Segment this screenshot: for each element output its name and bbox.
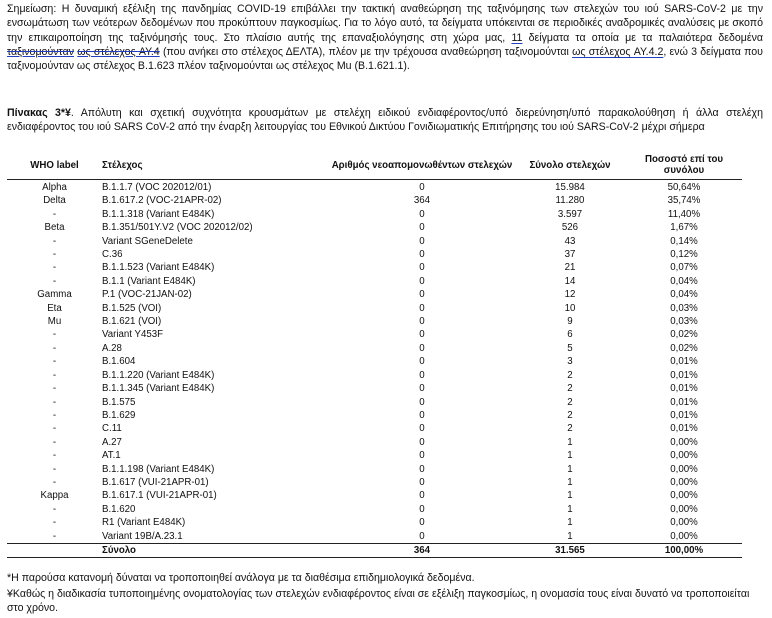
footnote-1: *Η παρούσα κατανομή δύναται να τροποποιηθεί ανάλογα με τα διαθέσιμα επιδημιολογικά δεδομένα. [7, 572, 475, 584]
cell-percent: 0,00% [670, 530, 698, 542]
cell-new: 0 [419, 302, 425, 314]
cell-percent: 11,40% [667, 208, 701, 220]
cell-percent: 0,01% [670, 383, 698, 395]
cell-new: 0 [419, 222, 425, 234]
table-row [7, 248, 742, 261]
cell-total: 3 [567, 356, 573, 368]
header-new: Αριθμός νεοαπομονωθέντων στελεχών [330, 152, 514, 180]
cell-new: 0 [419, 342, 425, 354]
cell-new: 0 [419, 503, 425, 515]
cell-who-label: - [52, 356, 57, 368]
table-row [7, 409, 742, 422]
note-ay4: ως στέλεχος AY.4 [77, 45, 160, 58]
cell-lineage: B.1.1.523 (Variant E484K) [102, 262, 215, 274]
table-row [7, 194, 742, 207]
cell-lineage: B.1.1.198 (Variant E484K) [102, 463, 215, 475]
cell-total-total: 31.565 [514, 543, 626, 557]
cell-percent: 0,02% [670, 342, 698, 354]
table-row [7, 288, 742, 301]
note-text-1: Σημείωση: Η δυναμική εξέλιξη της πανδημίας COVID-19 επιβάλλει την τακτική αναθεώρηση της ταξινόμησης των στελεχών του ιού SARS-CoV-2 με την ενσωμάτωση των νεότερων δεδομένων που προκύπτουν παγκοσμίως. Για το λόγο αυτό, τα δείγματα υπόκεινται σε περιοδικές αναδρομικές αναλύσεις με σκοπό την επικαιροποίηση της ταξινόμησής τους. Στο πλαίσιο αυτής της επαναξιολόγησης στη χώρα μας, [7, 3, 763, 44]
cell-percent: 0,00% [670, 503, 698, 515]
cell-lineage: B.1.1.318 (Variant E484K) [102, 208, 215, 220]
cell-total: 11.280 [555, 195, 585, 207]
cell-lineage: Variant Y453F [102, 329, 164, 341]
cell-who-label: - [52, 275, 57, 287]
cell-total-new: 364 [330, 543, 514, 557]
table-row [7, 355, 742, 368]
cell-total-label: Σύνολο [102, 543, 330, 557]
table-row [7, 503, 742, 516]
table-total-row [7, 543, 742, 557]
cell-total: 1 [567, 530, 573, 542]
cell-percent: 0,03% [670, 302, 698, 314]
cell-lineage: B.1.1.345 (Variant E484K) [102, 383, 215, 395]
table-row [7, 382, 742, 395]
cell-percent: 0,01% [670, 409, 698, 421]
cell-total: 2 [567, 369, 573, 381]
cell-total: 43 [564, 235, 576, 247]
table-row [7, 476, 742, 489]
cell-empty [7, 543, 102, 557]
cell-who-label: Mu [47, 316, 62, 328]
cell-new: 0 [419, 329, 425, 341]
cell-total: 2 [567, 383, 573, 395]
header-lineage: Στέλεχος [102, 152, 330, 180]
cell-who-label: - [52, 235, 57, 247]
table-row [7, 369, 742, 382]
cell-new: 0 [419, 289, 425, 301]
cell-total: 10 [564, 302, 576, 314]
cell-who-label: Kappa [40, 490, 69, 502]
cell-lineage: B.1.620 [102, 503, 136, 515]
cell-new: 0 [419, 396, 425, 408]
note-text-3: (που ανήκει στο στέλεχος ΔΕΛΤΑ), πλέον με την τρέχουσα αναθεώρηση ταξινομούνται [162, 45, 569, 58]
cell-percent: 0,01% [670, 396, 698, 408]
cell-total: 5 [567, 342, 573, 354]
cell-new: 0 [419, 476, 425, 488]
table-row [7, 396, 742, 409]
cell-lineage: C.36 [102, 249, 123, 261]
cell-who-label: - [52, 463, 57, 475]
cell-percent: 0,01% [670, 423, 698, 435]
table-caption-label: Πίνακας 3*¥ [7, 107, 71, 119]
cell-total: 6 [567, 329, 573, 341]
table-row [7, 530, 742, 544]
cell-new: 0 [419, 409, 425, 421]
table-row [7, 516, 742, 529]
footnote-2: ¥Καθώς η διαδικασία τυποποιημένης ονοματολογίας των στελεχών ενδιαφέροντος είναι σε εξέλιξη παγκοσμίως, η ονομασία τους είναι δυνατό να τροποποιείται στο χρόνο. [7, 588, 750, 615]
cell-total: 21 [564, 262, 576, 274]
cell-total: 37 [564, 249, 576, 261]
table-header-row [7, 152, 742, 180]
cell-new: 0 [419, 249, 425, 261]
cell-new: 0 [419, 530, 425, 542]
table-row [7, 328, 742, 341]
cell-percent: 0,01% [670, 369, 698, 381]
cell-who-label: - [52, 423, 57, 435]
cell-lineage: B.1.629 [102, 409, 136, 421]
cell-who-label: - [52, 329, 57, 341]
cell-new: 0 [419, 316, 425, 328]
cell-lineage: AT.1 [102, 450, 121, 462]
cell-lineage: R1 (Variant E484K) [102, 517, 186, 529]
cell-percent: 35,74% [667, 195, 701, 207]
cell-lineage: B.1.575 [102, 396, 136, 408]
cell-lineage: B.1.351/501Y.V2 (VOC 202012/02) [102, 222, 253, 234]
cell-lineage: Variant SGeneDelete [102, 235, 193, 247]
cell-who-label: - [52, 476, 57, 488]
variants-table [7, 152, 742, 558]
table-body [7, 180, 742, 558]
table-row [7, 489, 742, 502]
table-row [7, 422, 742, 435]
cell-who-label: - [52, 396, 57, 408]
table-row [7, 208, 742, 221]
cell-percent: 0,00% [670, 450, 698, 462]
table-row [7, 180, 742, 195]
cell-who-label: - [52, 262, 57, 274]
cell-percent: 0,00% [670, 490, 698, 502]
cell-lineage: B.1.1.7 (VOC 202012/01) [102, 182, 212, 193]
cell-total: 12 [564, 289, 576, 301]
cell-percent: 0,12% [670, 249, 698, 261]
cell-who-label: - [52, 249, 57, 261]
cell-lineage: B.1.604 [102, 356, 136, 368]
cell-total: 1 [567, 463, 573, 475]
cell-lineage: C.11 [102, 423, 122, 435]
cell-total: 1 [567, 436, 573, 448]
cell-new: 364 [413, 195, 431, 207]
cell-who-label: Eta [47, 302, 62, 314]
table-caption-text: . Απόλυτη και σχετική συχνότητα κρουσμάτων με στελέχη ειδικού ενδιαφέροντος/υπό διερεύνηση/υπό παρακολούθηση ή άλλα στελέχη ενδιαφέροντος του ιού SARS CoV-2 από την έναρξη λειτουργίας του Εθνικού Δικτύου Γονιδιωματικής Επιτήρησης του ιού SARS-CoV-2 μέχρι σήμερα [7, 107, 763, 134]
cell-who-label: - [52, 503, 57, 515]
cell-total: 15.984 [555, 182, 585, 193]
cell-who-label: - [52, 517, 57, 529]
table-row [7, 275, 742, 288]
note-ay42: ως στέλεχος AY.4.2 [572, 45, 664, 58]
cell-percent: 0,00% [670, 463, 698, 475]
cell-lineage: B.1.621 (VOI) [102, 316, 162, 328]
cell-lineage: B.1.525 (VOI) [102, 302, 162, 314]
cell-percent: 0,07% [670, 262, 698, 274]
cell-percent: 0,04% [670, 275, 698, 287]
cell-new: 0 [419, 463, 425, 475]
cell-new: 0 [419, 369, 425, 381]
cell-percent: 1,67% [670, 222, 698, 234]
cell-new: 0 [419, 235, 425, 247]
cell-total: 1 [567, 450, 573, 462]
cell-total: 526 [561, 222, 579, 234]
note-strikethrough-word: ταξινομούνταν [7, 45, 74, 58]
cell-percent: 0,04% [670, 289, 698, 301]
cell-who-label: - [52, 436, 57, 448]
cell-total: 14 [564, 275, 576, 287]
table-row [7, 449, 742, 462]
cell-new: 0 [419, 275, 425, 287]
cell-who-label: Gamma [37, 289, 72, 301]
note-count-11: 11 [511, 31, 523, 44]
cell-lineage: B.1.1 (Variant E484K) [102, 275, 196, 287]
cell-percent: 0,03% [670, 316, 698, 328]
cell-lineage: A.27 [102, 436, 122, 448]
cell-lineage: B.1.1.220 (Variant E484K) [102, 369, 215, 381]
cell-percent: 0,00% [670, 517, 698, 529]
cell-total: 2 [567, 423, 573, 435]
cell-total: 1 [567, 517, 573, 529]
cell-who-label: Alpha [42, 182, 67, 193]
cell-percent: 0,14% [670, 235, 698, 247]
cell-who-label: Delta [43, 195, 66, 207]
table-row [7, 261, 742, 274]
cell-lineage: B.1.617.2 (VOC-21APR-02) [102, 195, 222, 207]
table-row [7, 221, 742, 234]
cell-new: 0 [419, 262, 425, 274]
table-row [7, 463, 742, 476]
cell-lineage: B.1.617 (VUI-21APR-01) [102, 476, 209, 488]
table-row [7, 302, 742, 315]
header-who-label: WHO label [7, 152, 102, 180]
cell-total: 2 [567, 409, 573, 421]
cell-new: 0 [419, 436, 425, 448]
header-percent: Ποσοστό επί του συνόλου [626, 152, 742, 180]
table-row [7, 235, 742, 248]
cell-who-label: - [52, 208, 57, 220]
cell-who-label: - [52, 383, 57, 395]
cell-percent: 0,01% [670, 356, 698, 368]
cell-new: 0 [419, 356, 425, 368]
cell-lineage: Variant 19B/A.23.1 [102, 530, 183, 542]
table-row [7, 315, 742, 328]
cell-percent: 0,00% [670, 436, 698, 448]
cell-who-label: - [52, 369, 57, 381]
cell-new: 0 [419, 423, 425, 435]
cell-lineage: P.1 (VOC-21JAN-02) [102, 289, 192, 301]
cell-new: 0 [419, 182, 425, 193]
cell-who-label: - [52, 530, 57, 542]
cell-who-label: - [52, 450, 57, 462]
header-total: Σύνολο στελεχών [514, 152, 626, 180]
cell-total: 1 [567, 476, 573, 488]
cell-percent: 50,64% [667, 182, 701, 193]
cell-who-label: - [52, 342, 57, 354]
cell-total-percent: 100,00% [626, 543, 742, 557]
cell-percent: 0,00% [670, 476, 698, 488]
cell-total: 3.597 [557, 208, 583, 220]
note-paragraph [7, 2, 763, 73]
cell-new: 0 [419, 450, 425, 462]
cell-total: 1 [567, 503, 573, 515]
cell-new: 0 [419, 517, 425, 529]
note-text-4: , ενώ 3 δείγματα που ταξινομούνταν ως στέλεχος B.1.623 πλέον ταξινομούνται ως στέλεχος Mu (B.1.621.1). [7, 45, 763, 73]
table-row [7, 342, 742, 355]
cell-lineage: B.1.617.1 (VUI-21APR-01) [102, 490, 217, 502]
cell-new: 0 [419, 490, 425, 502]
cell-new: 0 [419, 208, 425, 220]
cell-total: 1 [567, 490, 573, 502]
cell-lineage: A.28 [102, 342, 122, 354]
table-row [7, 436, 742, 449]
cell-new: 0 [419, 383, 425, 395]
table-caption [7, 106, 763, 135]
note-text-2: δείγματα τα οποία με τα παλαιότερα δεδομένα [528, 31, 763, 44]
cell-percent: 0,02% [670, 329, 698, 341]
cell-total: 9 [567, 316, 573, 328]
cell-who-label: - [52, 409, 57, 421]
cell-who-label: Beta [44, 222, 65, 234]
cell-total: 2 [567, 396, 573, 408]
